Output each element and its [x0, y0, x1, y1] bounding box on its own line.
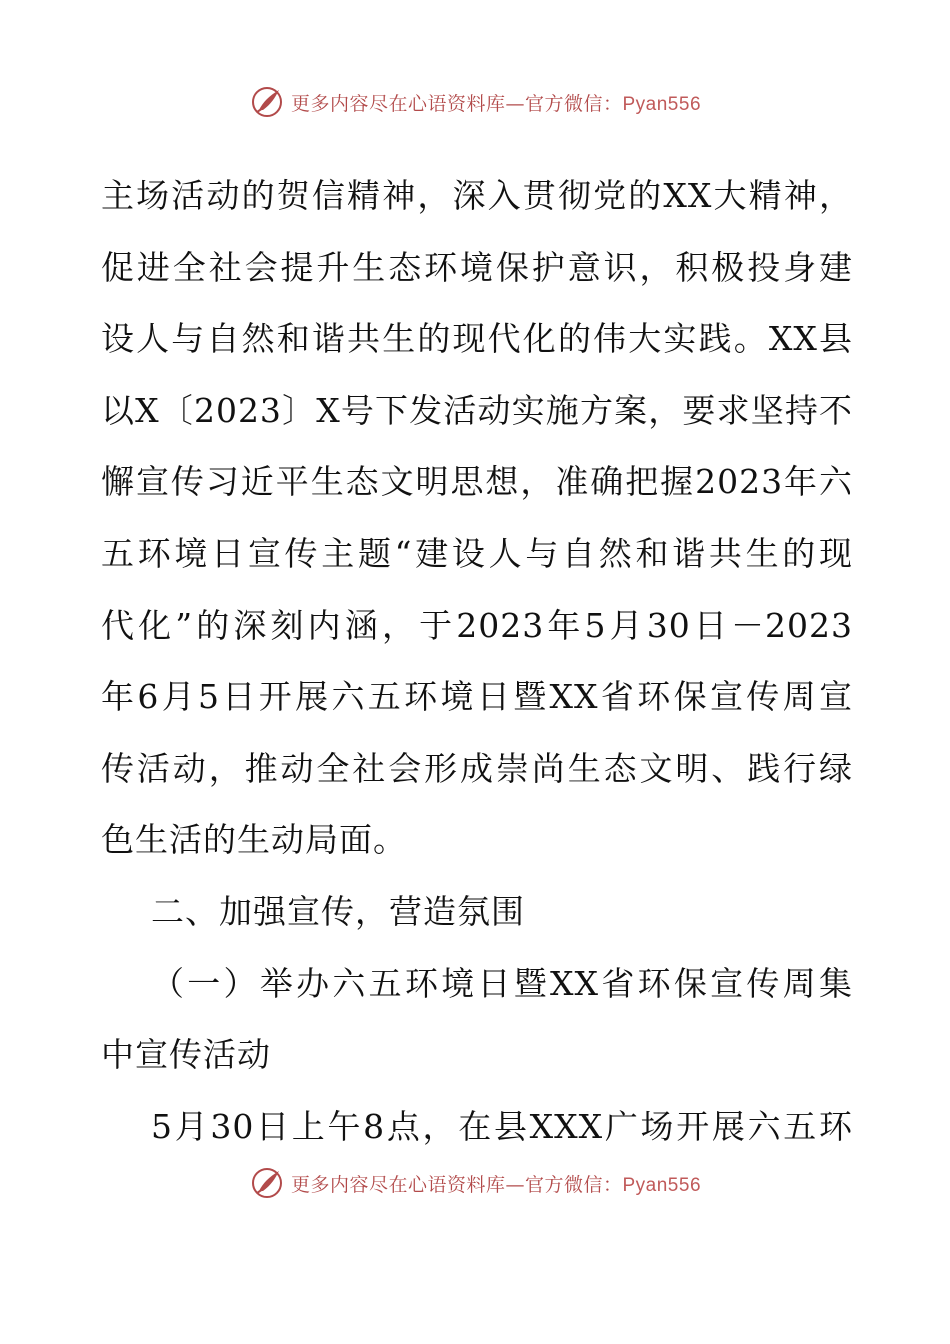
body-line: 懈宣传习近平生态文明思想，准确把握2023年六: [101, 462, 853, 502]
section-heading: 二、加强宣传，营造氛围: [151, 891, 525, 931]
header-banner-text: 更多内容尽在心语资料库—官方微信：Pyan556: [290, 92, 702, 115]
quill-pen-logo-icon: [249, 1165, 285, 1201]
body-line: 传活动，推动全社会形成崇尚生态文明、践行绿: [101, 748, 853, 788]
body-line: 五环境日宣传主题“建设人与自然和谐共生的现: [101, 533, 853, 573]
wechat-id: Pyan556: [622, 1174, 702, 1196]
body-line: 5月30日上午8点，在县XXX广场开展六五环: [151, 1106, 853, 1146]
body-line: 以X〔2023〕X号下发活动实施方案，要求坚持不: [101, 390, 853, 430]
subsection-heading: （一）举办六五环境日暨XX省环保宣传周集: [151, 963, 853, 1003]
document-body: [101, 160, 853, 1162]
body-line: 代化”的深刻内涵，于2023年5月30日－2023: [101, 605, 853, 645]
footer-banner-text: 更多内容尽在心语资料库—官方微信：Pyan556: [290, 1173, 702, 1196]
wechat-id: Pyan556: [622, 93, 702, 115]
body-line: 设人与自然和谐共生的现代化的伟大实践。XX县: [101, 319, 853, 359]
footer-banner: [0, 1163, 950, 1203]
header-banner: [0, 82, 950, 122]
body-line: 主场活动的贺信精神，深入贯彻党的XX大精神，: [101, 176, 853, 215]
body-line: 促进全社会提升生态环境保护意识，积极投身建: [101, 247, 853, 287]
subsection-heading-continued: 中宣传活动: [101, 1035, 271, 1075]
body-line: 色生活的生动局面。: [101, 820, 407, 860]
body-line: 年6月5日开展六五环境日暨XX省环保宣传周宣: [101, 677, 853, 717]
quill-pen-logo-icon: [249, 84, 285, 120]
